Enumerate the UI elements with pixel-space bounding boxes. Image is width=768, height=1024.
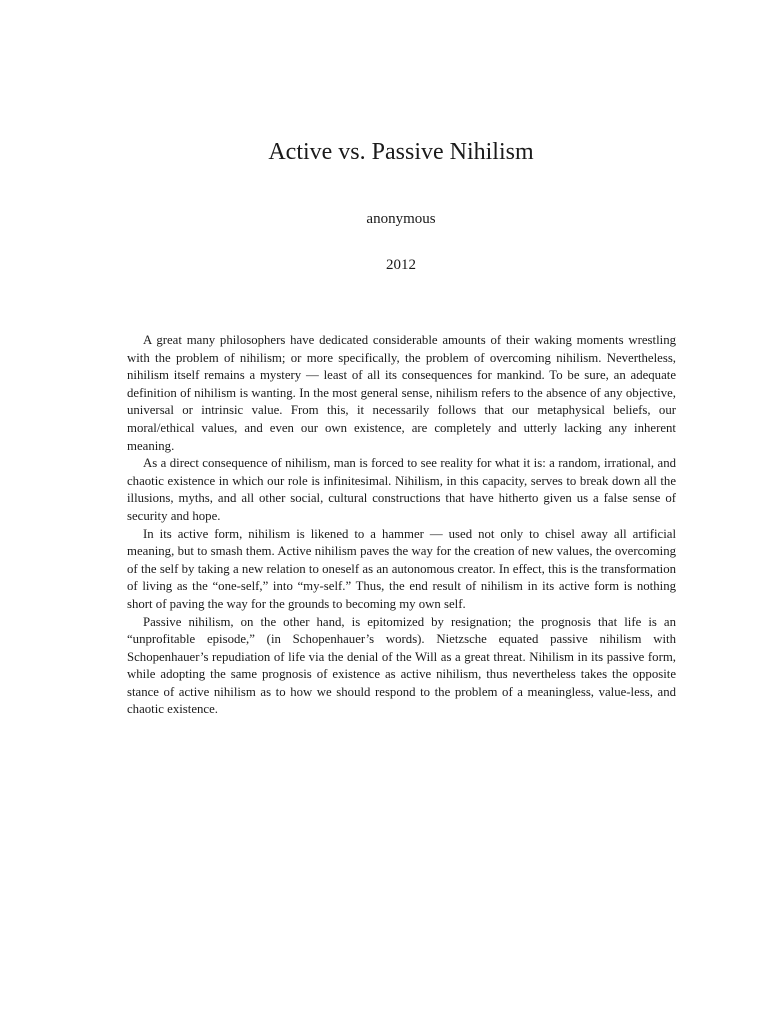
- paragraph: In its active form, nihilism is likened to a hammer — used not only to chisel away all artificial meaning, but to smash them. Active nihilism paves the way for the creation of new values, the overcoming of the self by taking a new relation to oneself as an autonomous creator. In effect, this is the transformation of living as the “one-self,” into “my-self.” Thus, the end result of nihilism in its active form is nothing short of paving the way for the grounds to becoming my own self.: [127, 526, 676, 611]
- document-body: [127, 332, 676, 719]
- document-author: anonymous: [366, 211, 436, 227]
- paragraph: As a direct consequence of nihilism, man is forced to see reality for what it is: a random, irrational, and chaotic existence in which our role is infinitesimal. Nihilism, in this capacity, serves to break down all the illusions, myths, and all other social, cultural constructions that have hitherto given us a false sense of security and hope.: [127, 456, 676, 523]
- paragraph: Passive nihilism, on the other hand, is epitomized by resignation; the prognosis that life is an “unprofitable episode,” (in Schopenhauer’s words). Nietzsche equated passive nihilism with Schopenhauer’s repudiation of life via the denial of the Will as a great threat. Nihilism in its passive form, while adopting the same prognosis of existence as active nihilism, thus nevertheless takes the opposite stance of active nihilism as to how we should respond to the problem of a meaningless, value-less, and chaotic existence.: [127, 614, 676, 717]
- paragraph: A great many philosophers have dedicated considerable amounts of their waking moments wrestling with the problem of nihilism; or more specifically, the problem of overcoming nihilism. Nevertheless, nihilism itself remains a mystery — least of all its consequences for mankind. To be sure, an adequate definition of nihilism is wanting. In the most general sense, nihilism refers to the absence of any objective, universal or intrinsic value. From this, it necessarily follows that our metaphysical beliefs, our moral/ethical values, and even our own existence, are completely and utterly lacking any inherent meaning.: [127, 333, 676, 453]
- document-title: Active vs. Passive Nihilism: [268, 139, 534, 165]
- document-date: 2012: [386, 257, 416, 273]
